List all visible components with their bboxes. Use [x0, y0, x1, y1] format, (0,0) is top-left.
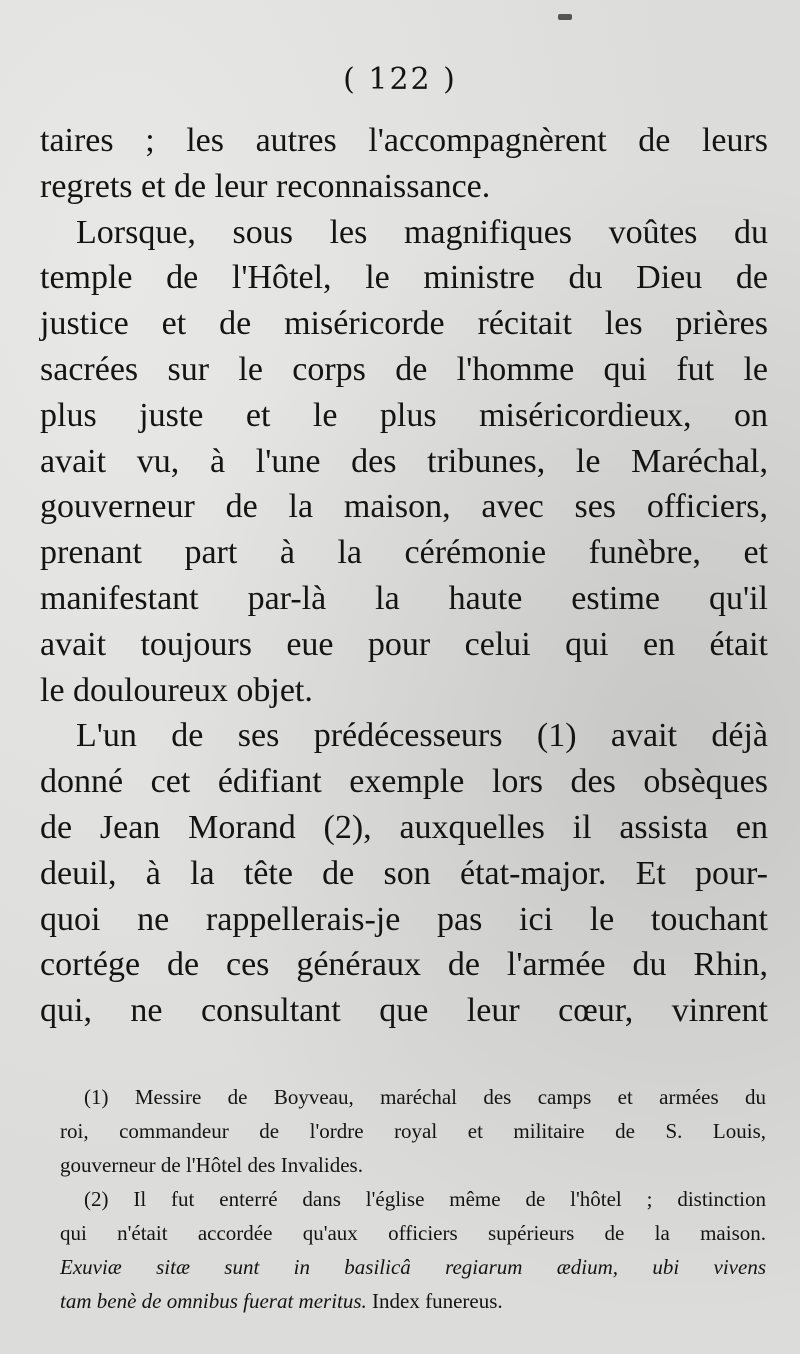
text-line: gouverneur de la maison, avec ses officiers,: [40, 488, 768, 526]
text-line: sacrées sur le corps de l'homme qui fut le: [40, 350, 768, 388]
text-line: L'un de ses prédécesseurs (1) avait déjà: [76, 717, 768, 755]
index-citation: Index funereus.: [372, 1289, 503, 1313]
footnote-line: (1) Messire de Boyveau, maréchal des camps et armées du: [84, 1085, 766, 1109]
text-line: cortége de ces généraux de l'armée du Rhin,: [40, 946, 768, 984]
footnote-line-latin: Exuviæ sitæ sunt in basilicâ regiarum ædium, ubi vivens: [60, 1255, 766, 1279]
text-line: plus juste et le plus miséricordieux, on: [40, 396, 768, 434]
text-line: justice et de miséricorde récitait les prières: [40, 305, 768, 343]
text-line: quoi ne rappellerais-je pas ici le touchant: [40, 900, 768, 938]
latin-quote-end: tam benè de omnibus fuerat meritus.: [60, 1289, 367, 1313]
text-line: temple de l'Hôtel, le ministre du Dieu de: [40, 259, 768, 297]
footnote-line: gouverneur de l'Hôtel des Invalides.: [60, 1153, 363, 1177]
text-line: regrets et de leur reconnaissance.: [40, 167, 491, 205]
footnote-line: roi, commandeur de l'ordre royal et militaire de S. Louis,: [60, 1119, 766, 1143]
text-line: taires ; les autres l'accompagnèrent de leurs: [40, 122, 768, 159]
footnote-line: qui n'était accordée qu'aux officiers supérieurs de la maison.: [60, 1221, 766, 1245]
ink-mark: [558, 14, 572, 20]
text-line: qui, ne consultant que leur cœur, vinrent: [40, 992, 768, 1030]
text-line: donné cet édifiant exemple lors des obsèques: [40, 763, 768, 801]
footnote-line-latin-end: [60, 1284, 766, 1318]
text-line: le douloureux objet.: [40, 671, 313, 709]
text-line: deuil, à la tête de son état-major. Et pour-: [40, 854, 768, 892]
footnotes: [60, 1080, 766, 1318]
footnote-line: (2) Il fut enterré dans l'église même de l'hôtel ; distinction: [84, 1187, 766, 1211]
text-line: manifestant par-là la haute estime qu'il: [40, 579, 768, 617]
text-line: avait toujours eue pour celui qui en était: [40, 625, 768, 663]
text-line: Lorsque, sous les magnifiques voûtes du: [76, 213, 768, 251]
text-line: de Jean Morand (2), auxquelles il assista en: [40, 808, 768, 846]
page-number: ( 122 ): [343, 62, 457, 97]
text-line: prenant part à la cérémonie funèbre, et: [40, 534, 768, 572]
text-line: avait vu, à l'une des tribunes, le Maréchal,: [40, 442, 768, 480]
main-text: [40, 118, 768, 1034]
